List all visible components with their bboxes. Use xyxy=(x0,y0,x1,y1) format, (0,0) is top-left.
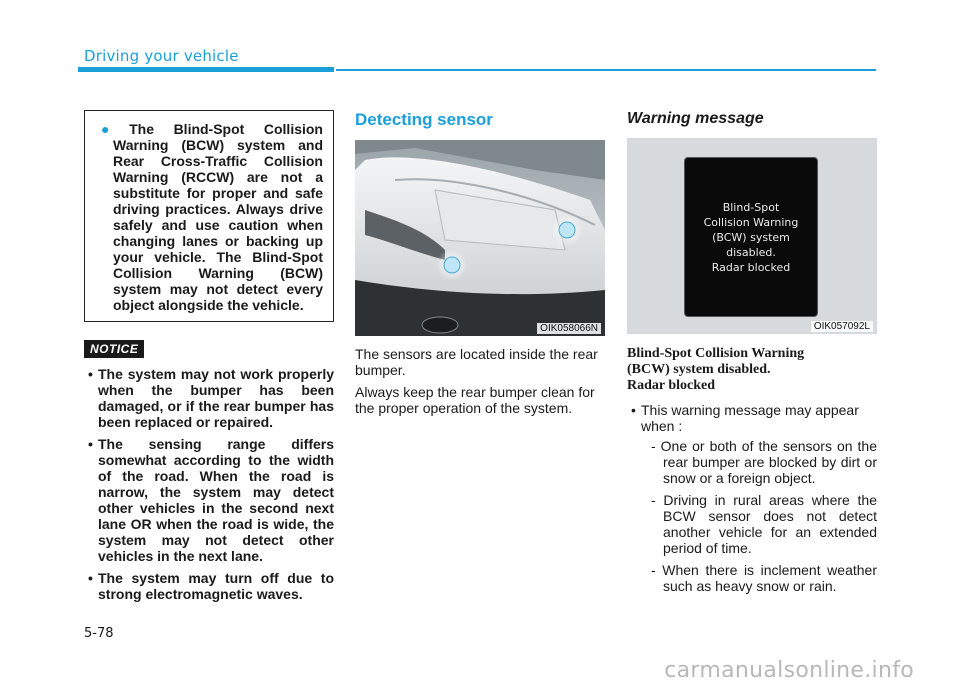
bullet-icon: • xyxy=(631,402,636,418)
screen-line: Blind-Spot xyxy=(722,200,780,214)
bullet-dot-icon: ● xyxy=(101,121,126,137)
paragraph: The sensors are located inside the rear bumper. xyxy=(355,346,598,378)
warning-message-heading: Warning message xyxy=(627,110,764,127)
list-item xyxy=(627,402,877,594)
screen-line: (BCW) system xyxy=(712,230,790,244)
list-item xyxy=(84,366,334,430)
section-title: Driving your vehicle xyxy=(84,47,239,65)
screen-line: disabled. xyxy=(726,245,776,259)
warning-paragraph xyxy=(95,121,323,313)
cluster-screen xyxy=(684,157,818,317)
notice-list xyxy=(84,366,334,602)
bullet-icon: • xyxy=(88,436,93,452)
page-number: 5-78 xyxy=(84,626,114,641)
header-rule-thick xyxy=(78,67,334,72)
screen-line: Radar blocked xyxy=(711,260,791,274)
heading-line: Blind-Spot Collision Warning xyxy=(627,346,805,361)
bullet-icon: • xyxy=(88,570,93,586)
rear-bumper-figure xyxy=(355,140,605,336)
list-item: - When there is inclement weather such as heavy snow or rain. xyxy=(651,562,877,594)
column-detecting-sensor xyxy=(355,110,605,422)
heading-line: (BCW) system disabled. xyxy=(627,362,771,377)
screen-line: Collision Warning xyxy=(703,215,799,229)
paragraph: Always keep the rear bumper clean for the proper operation of the system. xyxy=(355,384,595,416)
list-item: - Driving in rural areas where the BCW sensor does not detect another vehicle for an extended period of time. xyxy=(651,492,877,556)
cluster-display-figure xyxy=(627,138,877,334)
watermark: carmanualsonline.info xyxy=(664,658,914,683)
column-warning-message xyxy=(627,110,877,600)
notice-item-text: The system may turn off due to strong electromagnetic waves. xyxy=(98,570,334,602)
bullet-icon: • xyxy=(88,366,93,382)
figure-code: OIK057092L xyxy=(811,321,873,332)
message-heading xyxy=(627,346,877,394)
message-list xyxy=(627,402,877,594)
detecting-body xyxy=(355,346,605,416)
rear-bumper-illustration xyxy=(355,140,605,336)
notice-item-text: The system may not work properly when the bumper has been damaged, or if the rear bumper has been replaced or repaired. xyxy=(98,366,334,430)
column-warnings xyxy=(84,110,334,608)
figure-code: OIK058066N xyxy=(537,323,601,334)
notice-badge: NOTICE xyxy=(84,340,144,358)
notice-item-text: The sensing range differs somewhat according to the width of the road. When the road is narrow, the system may detect other vehicles in the second next lane OR when the road is wide, the system may not detect other vehicles in the next lane. xyxy=(98,436,334,564)
screen-message xyxy=(704,200,799,275)
list-item xyxy=(84,436,334,564)
intro-text: This warning message may appear when : xyxy=(641,402,859,434)
detecting-sensor-heading: Detecting sensor xyxy=(355,110,493,129)
list-item xyxy=(84,570,334,602)
warning-box xyxy=(84,110,334,322)
list-item: - One or both of the sensors on the rear bumper are blocked by dirt or snow or a foreign object. xyxy=(651,438,877,486)
header-rule-thin xyxy=(336,69,876,71)
heading-line: Radar blocked xyxy=(627,378,716,393)
warning-text: The Blind-Spot Collision Warning (BCW) system and Rear Cross-Traffic Collision Warning (RCCW) are not a substitute for proper and safe driving practices. Always drive safely and use caution when changing lanes or backing up your vehicle. The Blind-Spot Collision Warning (BCW) system may not detect every object alongside the vehicle. xyxy=(113,121,323,313)
conditions-list xyxy=(641,438,877,594)
